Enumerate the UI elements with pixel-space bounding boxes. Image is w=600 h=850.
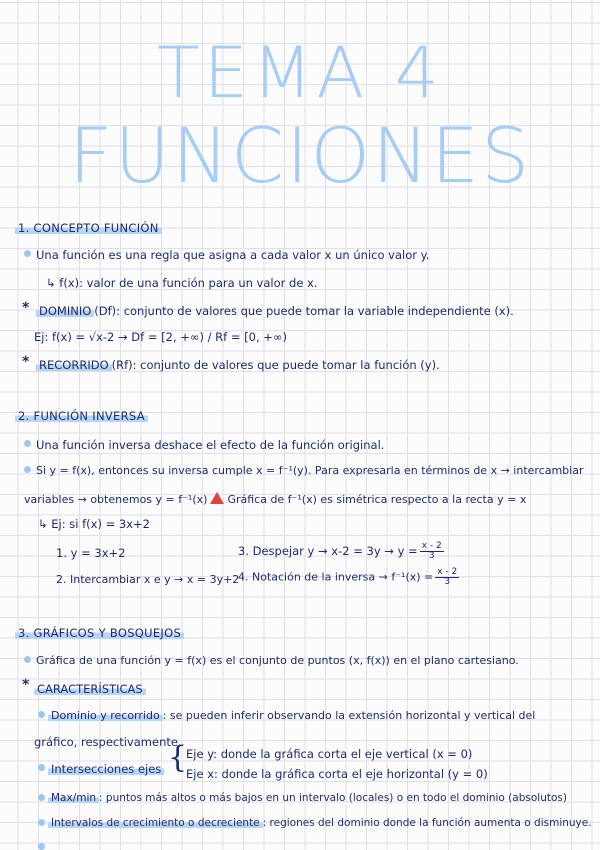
fraction-denominator: 3 (428, 551, 435, 561)
bullet-dot (38, 711, 45, 718)
s2-step3: 3. Despejar y → x-2 = 3y → y = (238, 544, 418, 558)
s3-eje-y: Eje y: donde la gráfica corta el eje vertical (x = 0) (186, 747, 473, 761)
bullet-dot (24, 466, 31, 473)
s2-b2c: Gráfica de f⁻¹(x) es simétrica respecto a la recta y = x (227, 493, 527, 506)
title-tema: TEMA 4 (156, 32, 444, 114)
inter-label: Intersecciones ejes (48, 762, 164, 776)
dominio-text: (Df): conjunto de valores que puede tomar la variable independiente (x). (94, 304, 514, 318)
recorrido-text: (Rf): conjunto de valores que puede tomar la función (y). (111, 358, 440, 372)
fraction (420, 542, 444, 561)
s2-step2: 2. Intercambiar x e y → x = 3y+2 (56, 573, 240, 586)
s2-example: ↳ Ej: si f(x) = 3x+2 (38, 517, 150, 531)
s1-definition: Una función es una regla que asigna a cada valor x un único valor y. (36, 248, 430, 262)
section-3-heading (15, 626, 184, 640)
warning-icon (210, 492, 224, 504)
dom-text: : se pueden inferir observando la extensión horizontal y vertical del (162, 709, 536, 722)
max-text: : puntos más altos o más bajos en un intervalo (locales) o en todo el dominio (absolutos) (99, 792, 567, 804)
fraction-numerator: x - 2 (437, 567, 458, 577)
bullet-dot (24, 250, 31, 257)
section-2-heading (15, 409, 148, 423)
fraction (435, 568, 459, 587)
s2-b2: Si y = f(x), entonces su inversa cumple x = f⁻¹(y). Para expresarla en términos de x → intercambiar (36, 464, 584, 477)
s2-b1: Una función inversa deshace el efecto de la función original. (36, 438, 385, 452)
s1-fx-note: ↳ f(x): valor de una función para un valor de x. (46, 276, 318, 290)
s2-b2b-row (24, 491, 526, 506)
fraction-denominator: 3 (444, 577, 451, 587)
star-icon: * (22, 677, 30, 693)
caracteristicas-label: CARACTERÍSTICAS (34, 682, 146, 696)
s1-recorrido (36, 358, 440, 372)
section-2-heading-text: 2. FUNCIÓN INVERSA (15, 409, 148, 423)
s2-step3-row (238, 542, 444, 561)
dominio-label: DOMINIO (36, 304, 94, 318)
fraction-numerator: x - 2 (421, 541, 442, 551)
max-label: Max/min (48, 792, 99, 804)
section-1-heading-text: 1. CONCEPTO FUNCIÓN (15, 221, 162, 235)
int-label: Intervalos de crecimiento o decreciente (48, 817, 263, 829)
s3-b1: Gráfica de una función y = f(x) es el conjunto de puntos (x, f(x)) en el plano cartesiano. (36, 654, 519, 667)
s3-max (48, 792, 567, 804)
s2-b2b: variables → obtenemos y = f⁻¹(x) (24, 493, 208, 506)
s3-inter (48, 762, 164, 776)
s3-eje-x: Eje x: donde la gráfica corta el eje horizontal (y = 0) (186, 767, 488, 781)
s2-step4-row (238, 568, 459, 587)
section-3-heading-text: 3. GRÁFICOS Y BOSQUEJOS (15, 626, 184, 640)
bullet-dot (38, 843, 45, 850)
s1-example: Ej: f(x) = √x-2 → Df = [2, +∞) / Rf = [0, +∞) (34, 330, 287, 344)
star-icon: * (22, 354, 30, 370)
title-funciones: FUNCIONES (68, 111, 532, 200)
brace-icon: { (168, 740, 188, 775)
section-1-heading (15, 221, 162, 235)
bullet-dot (24, 656, 31, 663)
dom-label: Dominio y recorrido (48, 709, 163, 722)
s1-dominio (36, 304, 514, 318)
s3-caracteristicas (34, 682, 146, 696)
bullet-dot (38, 794, 45, 801)
bullet-dot (24, 440, 31, 447)
s3-intervalos (48, 817, 592, 829)
int-text: : regiones del dominio donde la función aumenta o disminuye. (262, 817, 592, 829)
star-icon: * (22, 300, 30, 316)
bullet-dot (38, 764, 45, 771)
recorrido-label: RECORRIDO (36, 358, 112, 372)
s3-dominio (48, 709, 535, 722)
s2-step4: 4. Notación de la inversa → f⁻¹(x) = (238, 570, 434, 584)
s2-step1: 1. y = 3x+2 (56, 546, 126, 560)
bullet-dot (38, 819, 45, 826)
s3-dom-text2: gráfico, respectivamente. (34, 735, 182, 749)
